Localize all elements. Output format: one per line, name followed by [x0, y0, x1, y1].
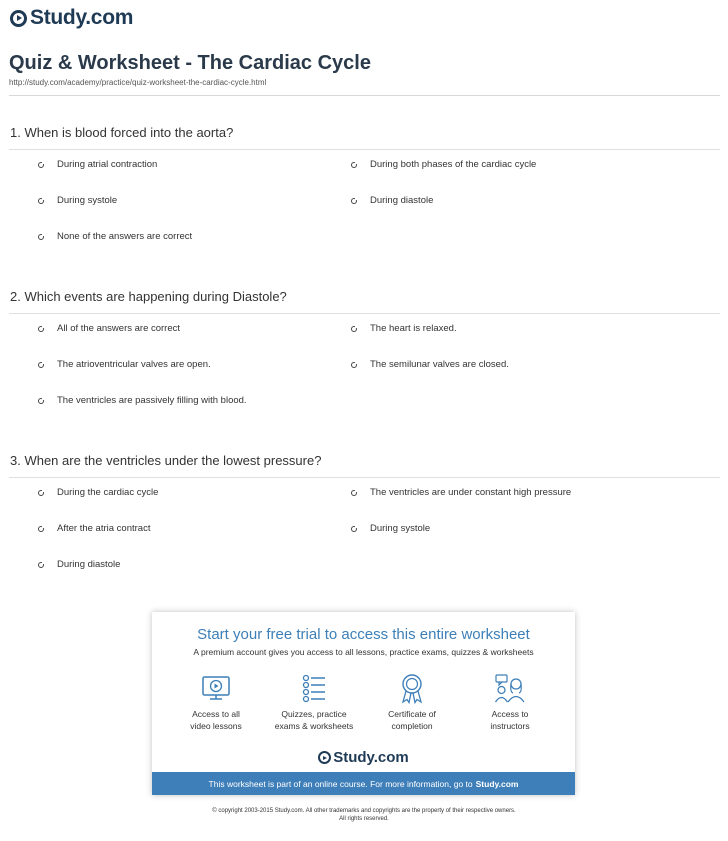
- question-2: [9, 289, 720, 406]
- logo-text: Study.com: [333, 749, 409, 766]
- certificate-icon: [396, 672, 428, 704]
- promo-headline[interactable]: Start your free trial to access this entire worksheet: [197, 626, 530, 643]
- option-label: None of the answers are correct: [57, 231, 193, 242]
- answer-option[interactable]: [351, 359, 509, 370]
- feature-label: Access to all video lessons: [190, 709, 242, 731]
- answer-option[interactable]: [38, 195, 117, 206]
- option-label: The semilunar valves are closed.: [370, 359, 509, 370]
- feature-list: [152, 672, 575, 742]
- option-label: During atrial contraction: [57, 159, 158, 170]
- feature-label: Certificate of completion: [388, 709, 436, 731]
- radio-button-icon[interactable]: [38, 526, 44, 532]
- feature-label: Quizzes, practice exams & worksheets: [274, 709, 354, 731]
- divider: [9, 477, 720, 478]
- radio-button-icon[interactable]: [351, 198, 357, 204]
- copyright-line: © copyright 2003-2015 Study.com. All other trademarks and copyrights are the property of their respective owners.: [212, 808, 516, 814]
- play-circle-icon: [10, 10, 27, 27]
- answer-option[interactable]: [38, 231, 192, 242]
- option-label: During the cardiac cycle: [57, 487, 159, 498]
- option-label: After the atria contract: [57, 523, 151, 534]
- question-1: [9, 125, 720, 242]
- radio-button-icon[interactable]: [38, 362, 44, 368]
- banner-text: This worksheet is part of an online course. For more information, go to: [208, 778, 473, 789]
- question-text: 1. When is blood forced into the aorta?: [10, 125, 234, 140]
- radio-button-icon[interactable]: [38, 162, 44, 168]
- answer-option[interactable]: [38, 359, 211, 370]
- radio-button-icon[interactable]: [351, 490, 357, 496]
- answer-option[interactable]: [38, 159, 157, 170]
- video-lesson-icon: [200, 672, 232, 704]
- feature-certificate: [362, 672, 462, 732]
- option-label: The atrioventricular valves are open.: [57, 359, 211, 370]
- question-text: 2. Which events are happening during Diastole?: [10, 289, 287, 304]
- answer-option[interactable]: [38, 323, 180, 334]
- answer-option[interactable]: [351, 195, 433, 206]
- radio-button-icon[interactable]: [351, 162, 357, 168]
- copyright-line: All rights reserved.: [339, 816, 389, 822]
- option-label: All of the answers are correct: [57, 323, 181, 334]
- option-label: During diastole: [57, 559, 121, 570]
- divider: [9, 149, 720, 150]
- instructors-icon: [494, 672, 526, 704]
- answer-option[interactable]: [351, 523, 430, 534]
- option-label: During both phases of the cardiac cycle: [370, 159, 537, 170]
- divider: [9, 313, 720, 314]
- study-link[interactable]: Study.com: [475, 778, 519, 789]
- answer-option[interactable]: [351, 487, 571, 498]
- divider: [9, 95, 720, 96]
- course-info-banner: [152, 772, 575, 795]
- radio-button-icon[interactable]: [38, 562, 44, 568]
- radio-button-icon[interactable]: [38, 198, 44, 204]
- answer-option[interactable]: [351, 323, 457, 334]
- promo-subline: A premium account gives you access to all lessons, practice exams, quizzes & worksheets: [193, 647, 534, 657]
- option-label: During systole: [370, 523, 431, 534]
- answer-option[interactable]: [38, 523, 150, 534]
- quiz-list-icon: [298, 672, 330, 704]
- logo-text: Study.com: [30, 6, 134, 29]
- radio-button-icon[interactable]: [351, 362, 357, 368]
- study-logo[interactable]: [10, 6, 133, 30]
- feature-video-lessons: [166, 672, 266, 732]
- option-label: The ventricles are passively filling with blood.: [57, 395, 247, 406]
- copyright-footer: [0, 807, 728, 823]
- page-url: http://study.com/academy/practice/quiz-worksheet-the-cardiac-cycle.html: [9, 78, 267, 87]
- answer-option[interactable]: [38, 395, 247, 406]
- free-trial-promo: [152, 612, 575, 795]
- radio-button-icon[interactable]: [38, 234, 44, 240]
- radio-button-icon[interactable]: [38, 326, 44, 332]
- play-circle-icon: [318, 751, 331, 764]
- feature-instructors: [460, 672, 560, 732]
- radio-button-icon[interactable]: [351, 526, 357, 532]
- question-3: [9, 453, 720, 570]
- feature-label: Access to instructors: [490, 709, 530, 731]
- study-logo[interactable]: [152, 749, 575, 766]
- feature-quizzes: [264, 672, 364, 732]
- answer-option[interactable]: [351, 159, 536, 170]
- radio-button-icon[interactable]: [351, 326, 357, 332]
- answer-option[interactable]: [38, 559, 120, 570]
- question-text: 3. When are the ventricles under the lowest pressure?: [10, 453, 322, 468]
- option-label: During diastole: [370, 195, 434, 206]
- radio-button-icon[interactable]: [38, 398, 44, 404]
- option-label: During systole: [57, 195, 118, 206]
- radio-button-icon[interactable]: [38, 490, 44, 496]
- page-title: Quiz & Worksheet - The Cardiac Cycle: [9, 52, 371, 74]
- answer-option[interactable]: [38, 487, 158, 498]
- option-label: The heart is relaxed.: [370, 323, 457, 334]
- option-label: The ventricles are under constant high pressure: [370, 487, 572, 498]
